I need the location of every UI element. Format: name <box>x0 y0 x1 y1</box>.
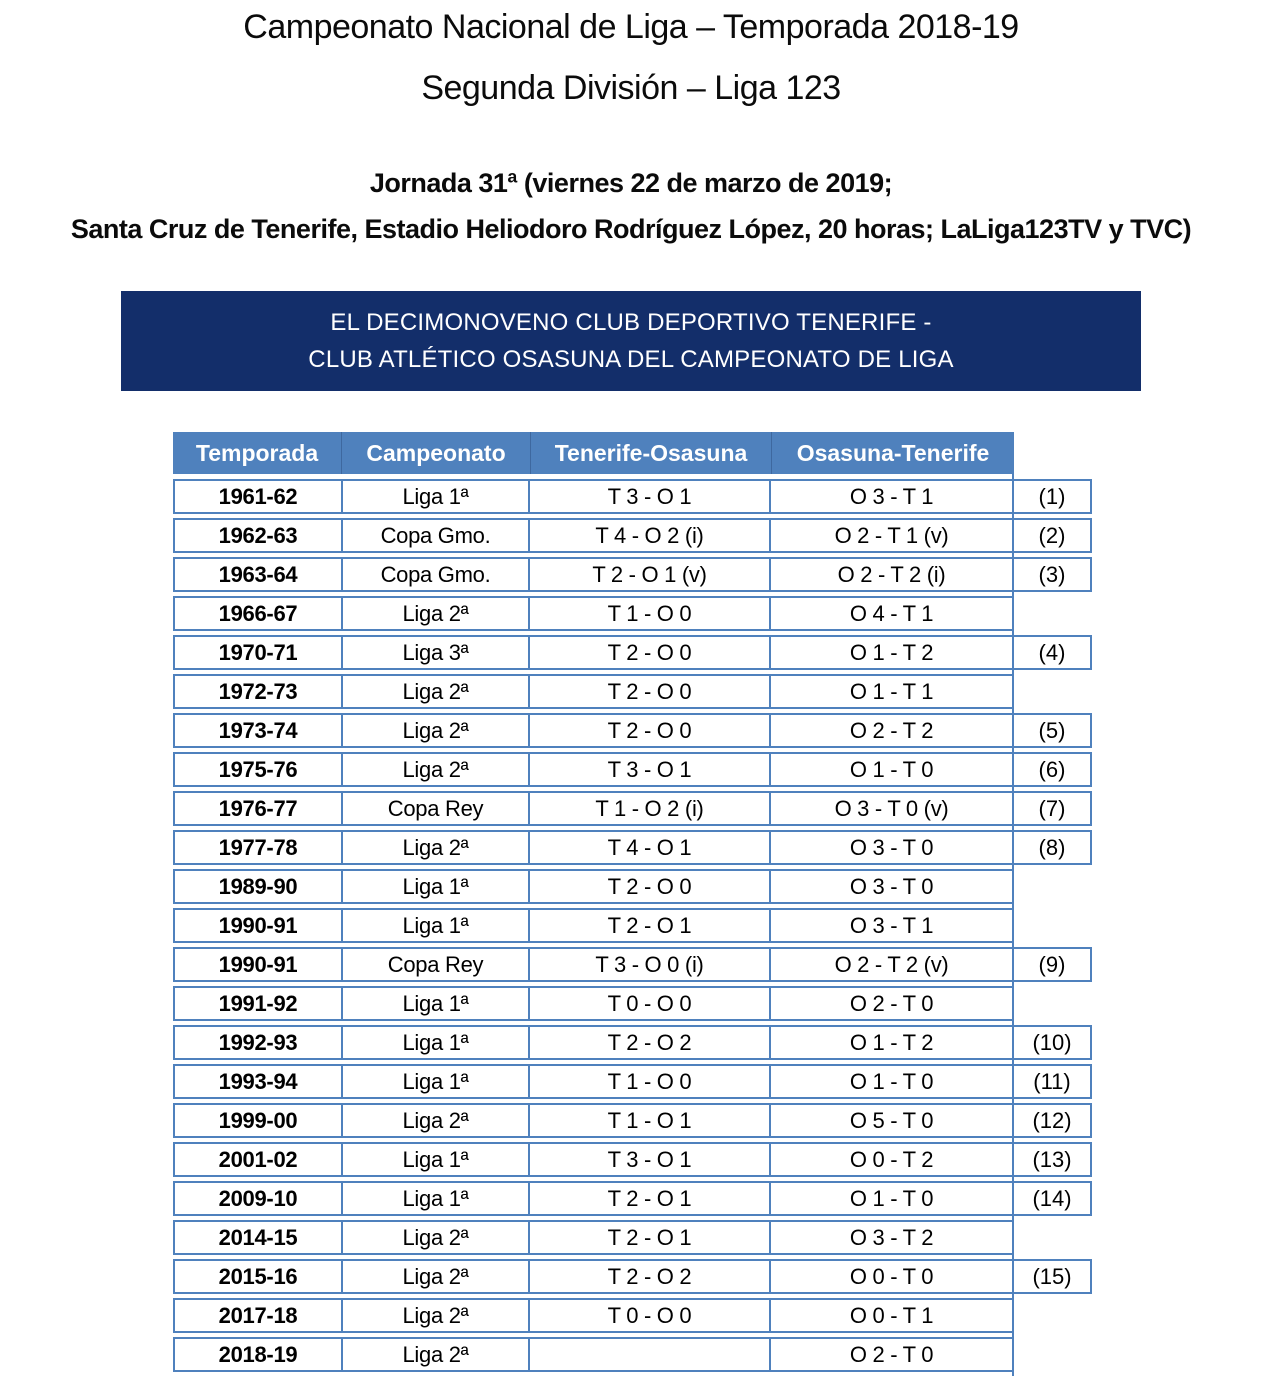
cell-nota: (9) <box>1012 947 1092 982</box>
cell-campeonato: Liga 2ª <box>341 1261 528 1292</box>
table-row-box <box>173 1220 1014 1255</box>
cell-temporada: 2018-19 <box>218 1342 298 1367</box>
table-row <box>173 1025 1094 1060</box>
table-row-box <box>173 1064 1014 1099</box>
table-row <box>173 635 1094 670</box>
cell-tenerife-osasuna: T 3 - O 1 <box>528 1144 769 1175</box>
table-body <box>173 479 1094 1372</box>
table-row <box>173 869 1094 904</box>
cell-temporada: 1963-64 <box>218 562 298 587</box>
cell-osasuna-tenerife: O 3 - T 1 <box>769 481 1012 512</box>
cell-nota: (8) <box>1012 830 1092 865</box>
table-row <box>173 1337 1094 1372</box>
cell-campeonato: Liga 2ª <box>341 598 528 629</box>
table-row <box>173 674 1094 709</box>
table-row-box <box>173 1103 1014 1138</box>
table-row-box <box>173 830 1014 865</box>
table-row-box <box>173 947 1014 982</box>
notes-column-line <box>1012 474 1014 1376</box>
cell-temporada: 1990-91 <box>218 952 298 977</box>
cell-tenerife-osasuna: T 0 - O 0 <box>528 988 769 1019</box>
table-row-box <box>173 635 1014 670</box>
cell-osasuna-tenerife: O 1 - T 0 <box>769 754 1012 785</box>
cell-campeonato: Liga 2ª <box>341 1222 528 1253</box>
cell-tenerife-osasuna: T 2 - O 2 <box>528 1027 769 1058</box>
cell-temporada: 1989-90 <box>218 874 298 899</box>
banner-line2: CLUB ATLÉTICO OSASUNA DEL CAMPEONATO DE LIGA <box>308 346 954 373</box>
column-header-temporada: Temporada <box>195 440 319 466</box>
cell-osasuna-tenerife: O 2 - T 0 <box>769 988 1012 1019</box>
table-row <box>173 1220 1094 1255</box>
cell-nota: (3) <box>1012 557 1092 592</box>
cell-osasuna-tenerife: O 3 - T 0 <box>769 832 1012 863</box>
cell-tenerife-osasuna: T 2 - O 1 (v) <box>528 559 769 590</box>
page-title-line1: Campeonato Nacional de Liga – Temporada 2018-19 <box>243 8 1019 46</box>
table-row-box <box>173 986 1014 1021</box>
cell-nota: (6) <box>1012 752 1092 787</box>
cell-osasuna-tenerife: O 2 - T 2 (i) <box>769 559 1012 590</box>
cell-campeonato: Liga 3ª <box>341 637 528 668</box>
table-row <box>173 1181 1094 1216</box>
cell-temporada: 1975-76 <box>218 757 298 782</box>
cell-temporada: 1993-94 <box>218 1069 298 1094</box>
cell-temporada: 2015-16 <box>218 1264 298 1289</box>
cell-tenerife-osasuna: T 2 - O 0 <box>528 871 769 902</box>
cell-campeonato: Liga 1ª <box>341 988 528 1019</box>
cell-temporada: 1991-92 <box>218 991 298 1016</box>
cell-nota: (4) <box>1012 635 1092 670</box>
table-row-box <box>173 1337 1014 1372</box>
banner-line1: EL DECIMONOVENO CLUB DEPORTIVO TENERIFE - <box>330 309 932 336</box>
cell-tenerife-osasuna: T 2 - O 1 <box>528 1222 769 1253</box>
page-title-line2: Segunda División – Liga 123 <box>421 69 841 107</box>
cell-nota: (2) <box>1012 518 1092 553</box>
cell-osasuna-tenerife: O 1 - T 0 <box>769 1183 1012 1214</box>
cell-tenerife-osasuna: T 2 - O 0 <box>528 676 769 707</box>
cell-temporada: 1973-74 <box>218 718 298 743</box>
cell-campeonato: Copa Rey <box>341 793 528 824</box>
table-row-box <box>173 557 1014 592</box>
cell-campeonato: Liga 2ª <box>341 676 528 707</box>
cell-campeonato: Liga 1ª <box>341 910 528 941</box>
history-table <box>173 432 1094 1372</box>
cell-temporada: 1972-73 <box>218 679 298 704</box>
cell-tenerife-osasuna: T 2 - O 1 <box>528 1183 769 1214</box>
column-header-tenerife-osasuna: Tenerife-Osasuna <box>530 432 771 474</box>
cell-osasuna-tenerife: O 0 - T 0 <box>769 1261 1012 1292</box>
cell-osasuna-tenerife: O 1 - T 1 <box>769 676 1012 707</box>
table-row-box <box>173 791 1014 826</box>
cell-campeonato: Liga 2ª <box>341 1105 528 1136</box>
table-row-box <box>173 752 1014 787</box>
table-row <box>173 596 1094 631</box>
table-row-box <box>173 479 1014 514</box>
cell-nota: (7) <box>1012 791 1092 826</box>
table-row-box <box>173 518 1014 553</box>
table-row <box>173 1142 1094 1177</box>
cell-tenerife-osasuna: T 4 - O 2 (i) <box>528 520 769 551</box>
cell-campeonato: Liga 1ª <box>341 871 528 902</box>
cell-temporada: 1992-93 <box>218 1030 298 1055</box>
cell-campeonato: Liga 1ª <box>341 1144 528 1175</box>
cell-osasuna-tenerife: O 4 - T 1 <box>769 598 1012 629</box>
cell-temporada: 1999-00 <box>218 1108 298 1133</box>
cell-osasuna-tenerife: O 0 - T 2 <box>769 1144 1012 1175</box>
cell-tenerife-osasuna: T 2 - O 0 <box>528 715 769 746</box>
cell-campeonato: Liga 1ª <box>341 1027 528 1058</box>
cell-campeonato: Liga 1ª <box>341 481 528 512</box>
cell-tenerife-osasuna: T 0 - O 0 <box>528 1300 769 1331</box>
cell-campeonato: Liga 1ª <box>341 1066 528 1097</box>
cell-osasuna-tenerife: O 2 - T 2 (v) <box>769 949 1012 980</box>
cell-nota: (10) <box>1012 1025 1092 1060</box>
cell-temporada: 1976-77 <box>218 796 298 821</box>
table-row-box <box>173 908 1014 943</box>
cell-temporada: 2001-02 <box>218 1147 298 1172</box>
cell-temporada: 1962-63 <box>218 523 298 548</box>
cell-tenerife-osasuna <box>528 1339 769 1370</box>
cell-nota: (11) <box>1012 1064 1092 1099</box>
cell-osasuna-tenerife: O 1 - T 0 <box>769 1066 1012 1097</box>
cell-tenerife-osasuna: T 2 - O 2 <box>528 1261 769 1292</box>
cell-osasuna-tenerife: O 5 - T 0 <box>769 1105 1012 1136</box>
table-row <box>173 947 1094 982</box>
cell-campeonato: Copa Gmo. <box>341 559 528 590</box>
cell-temporada: 2017-18 <box>218 1303 298 1328</box>
table-row <box>173 752 1094 787</box>
cell-tenerife-osasuna: T 3 - O 0 (i) <box>528 949 769 980</box>
cell-temporada: 1990-91 <box>218 913 298 938</box>
cell-temporada: 1977-78 <box>218 835 298 860</box>
cell-campeonato: Liga 2ª <box>341 715 528 746</box>
match-info-line1: Jornada 31ª (viernes 22 de marzo de 2019; <box>369 168 893 198</box>
table-row <box>173 791 1094 826</box>
table-row <box>173 830 1094 865</box>
table-row <box>173 986 1094 1021</box>
table-row-box <box>173 1181 1014 1216</box>
table-row-box <box>173 713 1014 748</box>
table-row <box>173 713 1094 748</box>
cell-osasuna-tenerife: O 2 - T 0 <box>769 1339 1012 1370</box>
cell-nota: (1) <box>1012 479 1092 514</box>
table-row <box>173 557 1094 592</box>
cell-tenerife-osasuna: T 1 - O 1 <box>528 1105 769 1136</box>
table-header-row <box>173 432 1014 474</box>
cell-campeonato: Liga 2ª <box>341 1339 528 1370</box>
table-row <box>173 908 1094 943</box>
cell-osasuna-tenerife: O 3 - T 0 <box>769 871 1012 902</box>
cell-campeonato: Copa Rey <box>341 949 528 980</box>
cell-nota: (14) <box>1012 1181 1092 1216</box>
column-header-osasuna-tenerife: Osasuna-Tenerife <box>771 432 1014 474</box>
table-row-box <box>173 1298 1014 1333</box>
cell-nota: (12) <box>1012 1103 1092 1138</box>
cell-osasuna-tenerife: O 1 - T 2 <box>769 637 1012 668</box>
cell-tenerife-osasuna: T 1 - O 2 (i) <box>528 793 769 824</box>
cell-tenerife-osasuna: T 2 - O 0 <box>528 637 769 668</box>
table-row <box>173 479 1094 514</box>
table-row-box <box>173 674 1014 709</box>
cell-osasuna-tenerife: O 3 - T 2 <box>769 1222 1012 1253</box>
cell-temporada: 1966-67 <box>218 601 298 626</box>
cell-temporada: 1961-62 <box>218 484 298 509</box>
match-info-line2: Santa Cruz de Tenerife, Estadio Heliodoro Rodríguez López, 20 horas; LaLiga123TV y TVC) <box>70 214 1192 244</box>
table-row-box <box>173 1025 1014 1060</box>
cell-temporada: 2014-15 <box>218 1225 298 1250</box>
cell-nota: (13) <box>1012 1142 1092 1177</box>
cell-osasuna-tenerife: O 1 - T 2 <box>769 1027 1012 1058</box>
cell-nota: (5) <box>1012 713 1092 748</box>
table-row-box <box>173 869 1014 904</box>
cell-campeonato: Liga 2ª <box>341 832 528 863</box>
table-row <box>173 1103 1094 1138</box>
cell-osasuna-tenerife: O 0 - T 1 <box>769 1300 1012 1331</box>
cell-temporada: 2009-10 <box>218 1186 298 1211</box>
cell-campeonato: Copa Gmo. <box>341 520 528 551</box>
headline-banner <box>121 291 1141 391</box>
cell-osasuna-tenerife: O 3 - T 0 (v) <box>769 793 1012 824</box>
table-row <box>173 1298 1094 1333</box>
cell-temporada: 1970-71 <box>218 640 298 665</box>
cell-osasuna-tenerife: O 3 - T 1 <box>769 910 1012 941</box>
table-row <box>173 518 1094 553</box>
cell-campeonato: Liga 2ª <box>341 1300 528 1331</box>
cell-tenerife-osasuna: T 3 - O 1 <box>528 754 769 785</box>
cell-campeonato: Liga 1ª <box>341 1183 528 1214</box>
cell-nota: (15) <box>1012 1259 1092 1294</box>
table-row <box>173 1259 1094 1294</box>
table-row-box <box>173 1259 1014 1294</box>
table-row-box <box>173 596 1014 631</box>
column-header-campeonato: Campeonato <box>341 432 530 474</box>
cell-tenerife-osasuna: T 2 - O 1 <box>528 910 769 941</box>
cell-osasuna-tenerife: O 2 - T 1 (v) <box>769 520 1012 551</box>
cell-osasuna-tenerife: O 2 - T 2 <box>769 715 1012 746</box>
cell-campeonato: Liga 2ª <box>341 754 528 785</box>
cell-tenerife-osasuna: T 1 - O 0 <box>528 1066 769 1097</box>
cell-tenerife-osasuna: T 1 - O 0 <box>528 598 769 629</box>
table-row-box <box>173 1142 1014 1177</box>
table-row <box>173 1064 1094 1099</box>
cell-tenerife-osasuna: T 3 - O 1 <box>528 481 769 512</box>
cell-tenerife-osasuna: T 4 - O 1 <box>528 832 769 863</box>
